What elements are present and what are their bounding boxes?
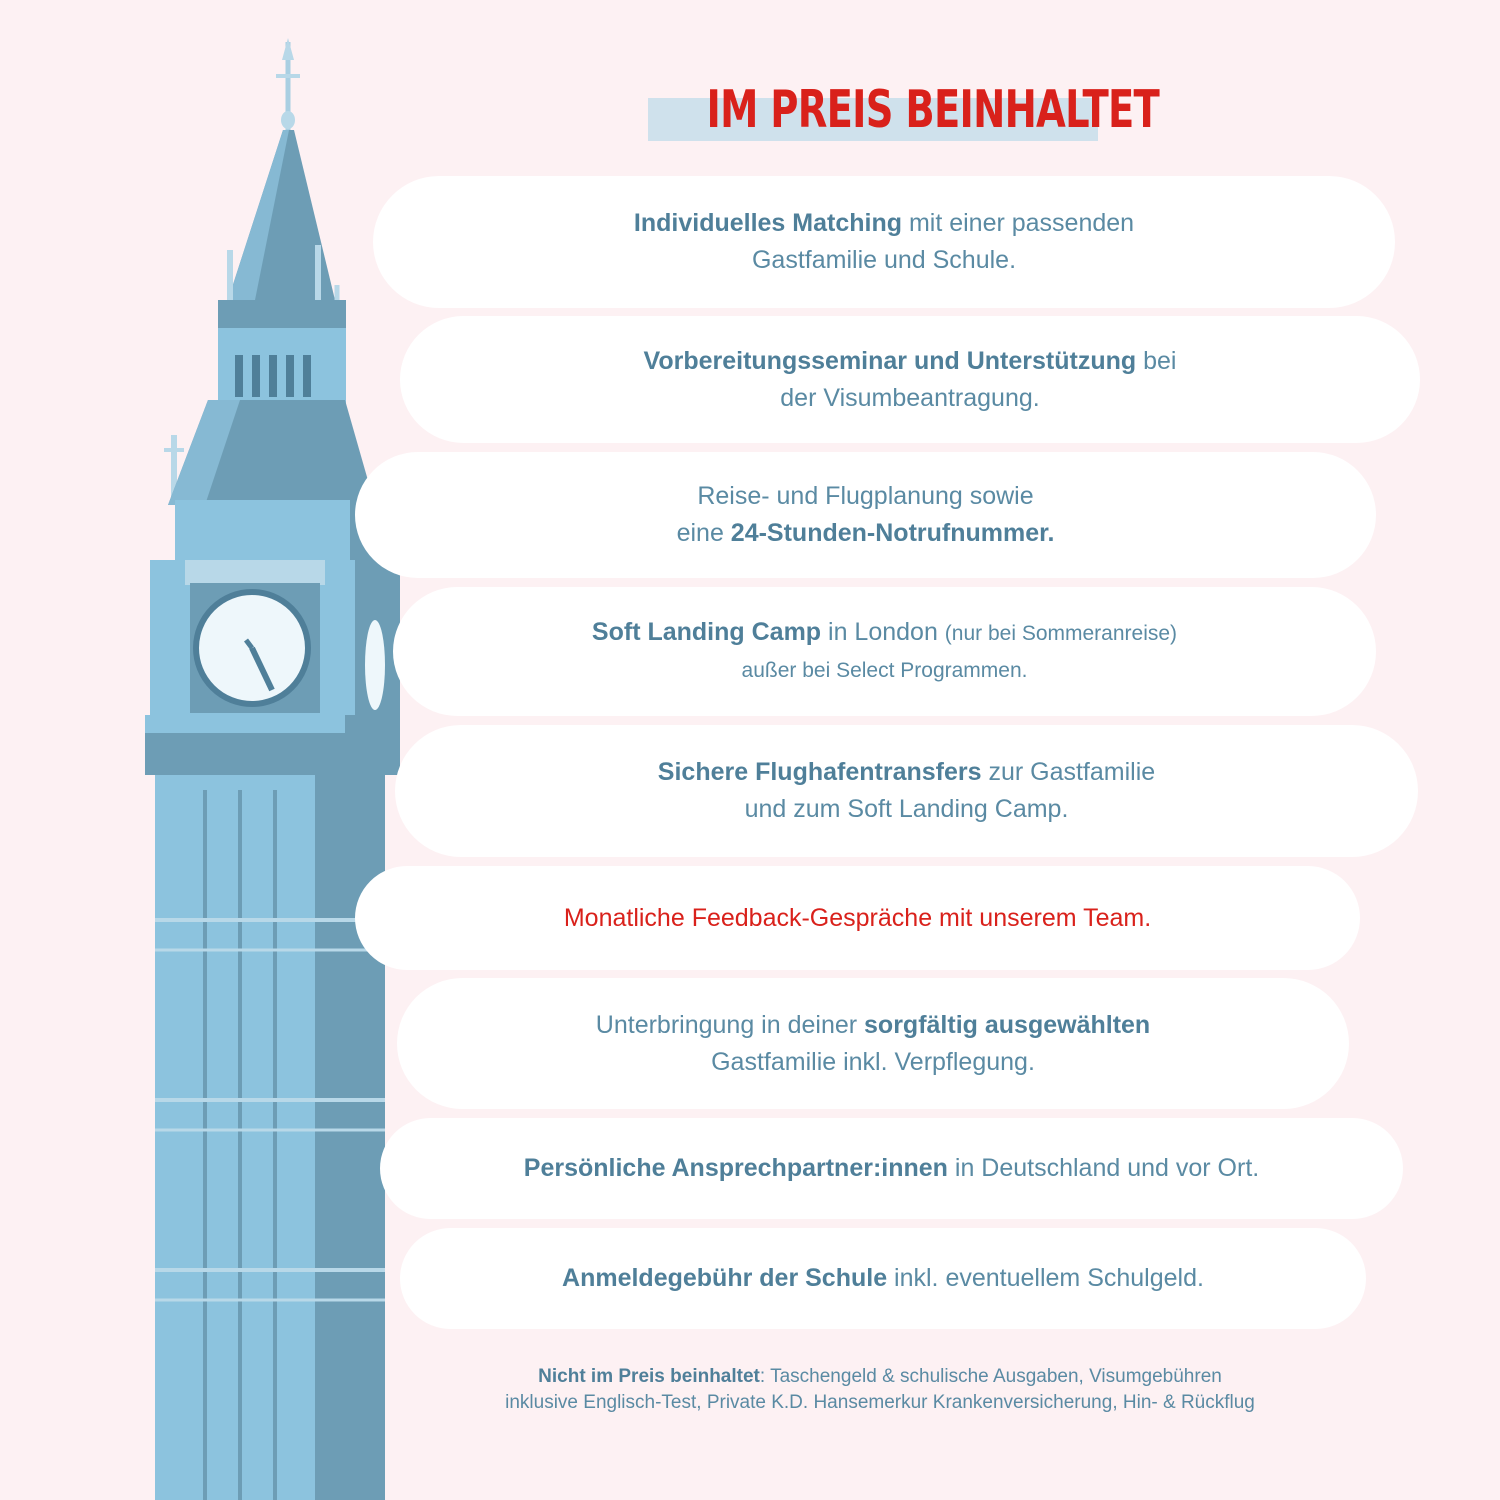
item-bold: Anmeldegebühr der Schule: [562, 1264, 888, 1292]
item-line: [524, 1150, 1259, 1187]
item-text: zur Gastfamilie: [981, 758, 1156, 786]
item-line: und zum Soft Landing Camp.: [744, 795, 1069, 823]
included-item-feedback: [355, 866, 1360, 970]
included-item-matching: [373, 176, 1395, 308]
item-line: [658, 754, 1155, 791]
item-line: Gastfamilie inkl. Verpflegung.: [711, 1047, 1035, 1076]
item-line: Reise- und Flugplanung sowie: [697, 482, 1034, 510]
footer-line: [400, 1364, 1360, 1390]
item-bold: Vorbereitungsseminar und Unterstützung: [643, 346, 1137, 375]
included-item-registration-fee: [400, 1228, 1366, 1329]
item-bold: 24-Stunden-Notrufnummer.: [730, 519, 1055, 547]
item-bold: sorgfältig ausgewählten: [864, 1010, 1151, 1039]
item-bold: Persönliche Ansprechpartner:innen: [523, 1154, 948, 1182]
included-item-accommodation: [397, 978, 1349, 1109]
page-title: IM PREIS BEINHALTET: [706, 80, 1160, 140]
item-text: in London: [821, 618, 945, 646]
item-bold: Soft Landing Camp: [591, 618, 822, 646]
included-item-travel-planning: [355, 452, 1376, 578]
item-line: der Visumbeantragung.: [780, 383, 1040, 412]
included-item-contact-persons: [380, 1118, 1403, 1219]
footer-text: : Taschengeld & schulische Ausgaben, Visumgebühren: [759, 1366, 1222, 1387]
item-line: [644, 343, 1177, 380]
item-line: Gastfamilie und Schule.: [751, 246, 1017, 274]
included-item-seminar: [400, 316, 1420, 443]
item-line: [592, 614, 1177, 652]
included-item-airport-transfers: [395, 725, 1418, 857]
not-included-note: [400, 1364, 1360, 1416]
footer-bold: Nicht im Preis beinhaltet: [538, 1366, 760, 1387]
item-line: Monatliche Feedback-Gespräche mit unserem Team.: [563, 903, 1152, 932]
item-line: [677, 515, 1055, 552]
big-ben-illustration: [0, 0, 420, 1500]
included-item-soft-landing-camp: [393, 587, 1376, 716]
item-text: bei: [1136, 346, 1177, 375]
item-bold: Sichere Flughafentransfers: [657, 758, 982, 786]
item-line: [634, 205, 1134, 242]
footer-line: inklusive Englisch-Test, Private K.D. Hansemerkur Krankenversicherung, Hin- & Rückflug: [505, 1392, 1255, 1413]
item-text: in Deutschland und vor Ort.: [947, 1154, 1260, 1182]
item-line: [596, 1007, 1150, 1044]
item-text: Unterbringung in deiner: [595, 1010, 865, 1039]
item-line: außer bei Select Programmen.: [741, 659, 1028, 682]
title-block: [648, 80, 1160, 141]
item-bold: Individuelles Matching: [633, 209, 902, 237]
item-text: inkl. eventuellem Schulgeld.: [887, 1264, 1204, 1292]
item-text: mit einer passenden: [902, 209, 1135, 237]
item-note: (nur bei Sommeranreise): [944, 622, 1178, 645]
item-line: [562, 1260, 1204, 1297]
item-text: eine: [676, 519, 731, 547]
